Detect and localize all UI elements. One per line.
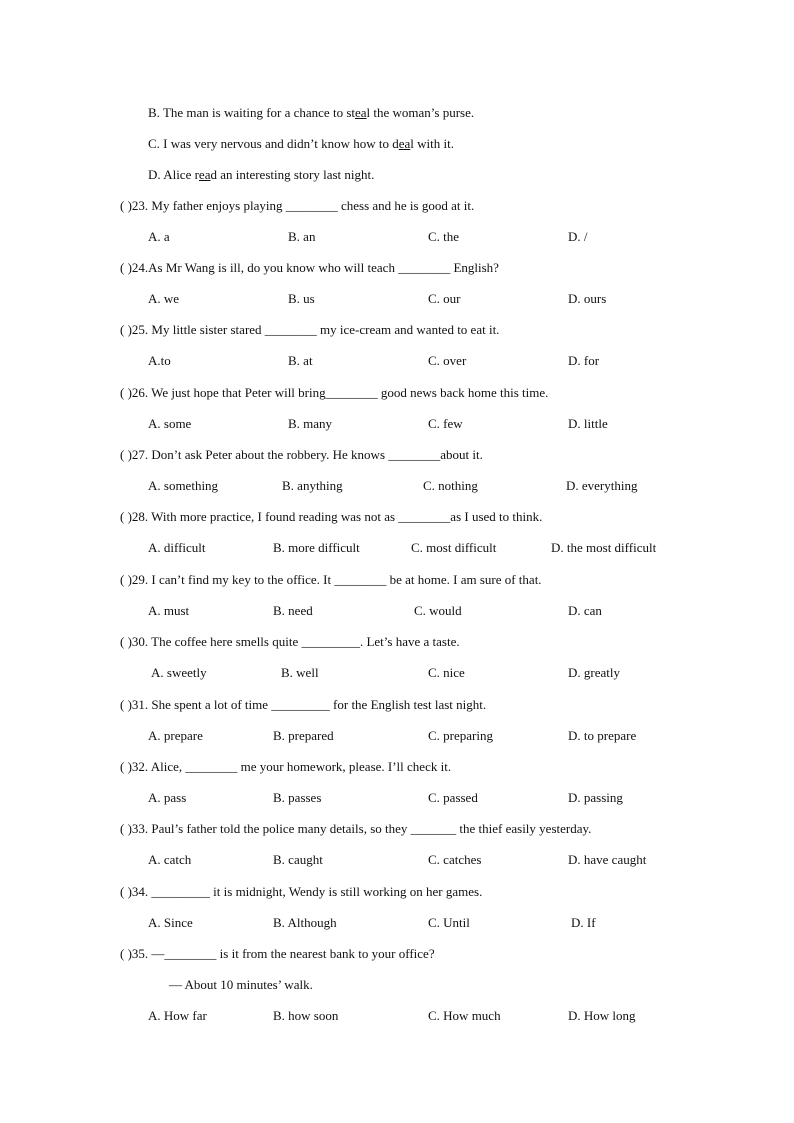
q27-option-b[interactable]: B. anything xyxy=(282,478,343,493)
question-35 xyxy=(120,946,435,962)
answer-bracket[interactable]: ( ) xyxy=(120,447,132,462)
q28-option-b[interactable]: B. more difficult xyxy=(273,540,360,555)
q31-option-a[interactable]: A. prepare xyxy=(148,728,203,743)
q35-option-a[interactable]: A. How far xyxy=(148,1008,207,1023)
q33-option-b[interactable]: B. caught xyxy=(273,852,323,867)
question-24 xyxy=(120,260,499,276)
question-stem: 23. My father enjoys playing ________ chess and he is good at it. xyxy=(131,198,475,213)
question-stem: 25. My little sister stared ________ my ice-cream and wanted to eat it. xyxy=(131,322,500,337)
option-b-q22: B. The man is waiting for a chance to steal the woman’s purse. xyxy=(148,105,475,120)
q34-option-a[interactable]: A. Since xyxy=(148,915,193,930)
answer-bracket[interactable]: ( ) xyxy=(120,385,132,400)
q30-option-b[interactable]: B. well xyxy=(281,665,319,680)
q35-option-d[interactable]: D. How long xyxy=(568,1008,636,1023)
q28-option-c[interactable]: C. most difficult xyxy=(411,540,497,555)
question-30 xyxy=(120,634,460,650)
question-stem: 33. Paul’s father told the police many details, so they _______ the thief easily yesterday. xyxy=(131,821,592,836)
q30-option-d[interactable]: D. greatly xyxy=(568,665,620,680)
q27-option-a[interactable]: A. something xyxy=(148,478,219,493)
answer-bracket[interactable]: ( ) xyxy=(120,697,132,712)
answer-bracket[interactable]: ( ) xyxy=(120,198,132,213)
question-stem: 27. Don’t ask Peter about the robbery. He knows ________about it. xyxy=(131,447,483,462)
question-32 xyxy=(120,759,451,775)
q32-option-d[interactable]: D. passing xyxy=(568,790,623,805)
q31-option-b[interactable]: B. prepared xyxy=(273,728,334,743)
answer-bracket[interactable]: ( ) xyxy=(120,759,132,774)
answer-bracket[interactable]: ( ) xyxy=(120,884,132,899)
q28-option-d[interactable]: D. the most difficult xyxy=(551,540,657,555)
answer-bracket[interactable]: ( ) xyxy=(120,260,132,275)
question-stem: 31. She spent a lot of time _________ for the English test last night. xyxy=(131,697,487,712)
q31-option-d[interactable]: D. to prepare xyxy=(568,728,637,743)
question-33 xyxy=(120,821,591,837)
answer-bracket[interactable]: ( ) xyxy=(120,946,132,961)
question-27 xyxy=(120,447,483,463)
q32-option-a[interactable]: A. pass xyxy=(148,790,187,805)
option-d-q22: D. Alice read an interesting story last night. xyxy=(148,167,375,182)
question-stem: 32. Alice, ________ me your homework, please. I’ll check it. xyxy=(131,759,452,774)
q33-option-c[interactable]: C. catches xyxy=(428,852,482,867)
q32-option-c[interactable]: C. passed xyxy=(428,790,478,805)
q25-option-b[interactable]: B. at xyxy=(288,353,313,368)
question-25 xyxy=(120,322,499,338)
q25-option-c[interactable]: C. over xyxy=(428,353,467,368)
q24-option-a[interactable]: A. we xyxy=(148,291,180,306)
q29-option-b[interactable]: B. need xyxy=(273,603,313,618)
question-stem: 30. The coffee here smells quite _________. Let’s have a taste. xyxy=(131,634,460,649)
q29-option-d[interactable]: D. can xyxy=(568,603,602,618)
q26-option-a[interactable]: A. some xyxy=(148,416,192,431)
q23-option-b[interactable]: B. an xyxy=(288,229,316,244)
q35-option-c[interactable]: C. How much xyxy=(428,1008,501,1023)
q35-option-b[interactable]: B. how soon xyxy=(273,1008,339,1023)
q23-option-a[interactable]: A. a xyxy=(148,229,170,244)
q30-option-c[interactable]: C. nice xyxy=(428,665,465,680)
answer-bracket[interactable]: ( ) xyxy=(120,572,132,587)
question-stem: 29. I can’t find my key to the office. It ________ be at home. I am sure of that. xyxy=(131,572,542,587)
question-35-reply: — About 10 minutes’ walk. xyxy=(169,977,313,992)
question-26 xyxy=(120,385,548,401)
q33-option-d[interactable]: D. have caught xyxy=(568,852,647,867)
q34-option-b[interactable]: B. Although xyxy=(273,915,337,930)
q32-option-b[interactable]: B. passes xyxy=(273,790,322,805)
question-34 xyxy=(120,884,482,900)
answer-bracket[interactable]: ( ) xyxy=(120,634,132,649)
question-31 xyxy=(120,697,486,713)
q34-option-c[interactable]: C. Until xyxy=(428,915,470,930)
q29-option-c[interactable]: C. would xyxy=(414,603,462,618)
question-stem: 35. —________ is it from the nearest bank to your office? xyxy=(131,946,435,961)
q31-option-c[interactable]: C. preparing xyxy=(428,728,493,743)
question-stem: 34. _________ it is midnight, Wendy is still working on her games. xyxy=(131,884,483,899)
q24-option-d[interactable]: D. ours xyxy=(568,291,607,306)
q26-option-d[interactable]: D. little xyxy=(568,416,608,431)
question-stem: 26. We just hope that Peter will bring________ good news back home this time. xyxy=(131,385,549,400)
q27-option-d[interactable]: D. everything xyxy=(566,478,638,493)
answer-bracket[interactable]: ( ) xyxy=(120,322,132,337)
question-28 xyxy=(120,509,542,525)
q29-option-a[interactable]: A. must xyxy=(148,603,190,618)
question-23 xyxy=(120,198,474,214)
question-stem: 28. With more practice, I found reading was not as ________as I used to think. xyxy=(131,509,543,524)
q25-option-a[interactable]: A.to xyxy=(148,353,171,368)
q23-option-c[interactable]: C. the xyxy=(428,229,460,244)
answer-bracket[interactable]: ( ) xyxy=(120,509,132,524)
answer-bracket[interactable]: ( ) xyxy=(120,821,132,836)
question-29 xyxy=(120,572,542,588)
option-c-q22: C. I was very nervous and didn’t know how to deal with it. xyxy=(148,136,454,151)
q28-option-a[interactable]: A. difficult xyxy=(148,540,206,555)
q23-option-d[interactable]: D. / xyxy=(568,229,588,244)
q25-option-d[interactable]: D. for xyxy=(568,353,600,368)
q27-option-c[interactable]: C. nothing xyxy=(423,478,478,493)
q34-option-d[interactable]: D. If xyxy=(571,915,596,930)
q26-option-c[interactable]: C. few xyxy=(428,416,463,431)
q30-option-a[interactable]: A. sweetly xyxy=(151,665,207,680)
q24-option-b[interactable]: B. us xyxy=(288,291,315,306)
q26-option-b[interactable]: B. many xyxy=(288,416,333,431)
q24-option-c[interactable]: C. our xyxy=(428,291,461,306)
q33-option-a[interactable]: A. catch xyxy=(148,852,192,867)
question-stem: 24.As Mr Wang is ill, do you know who will teach ________ English? xyxy=(131,260,499,275)
